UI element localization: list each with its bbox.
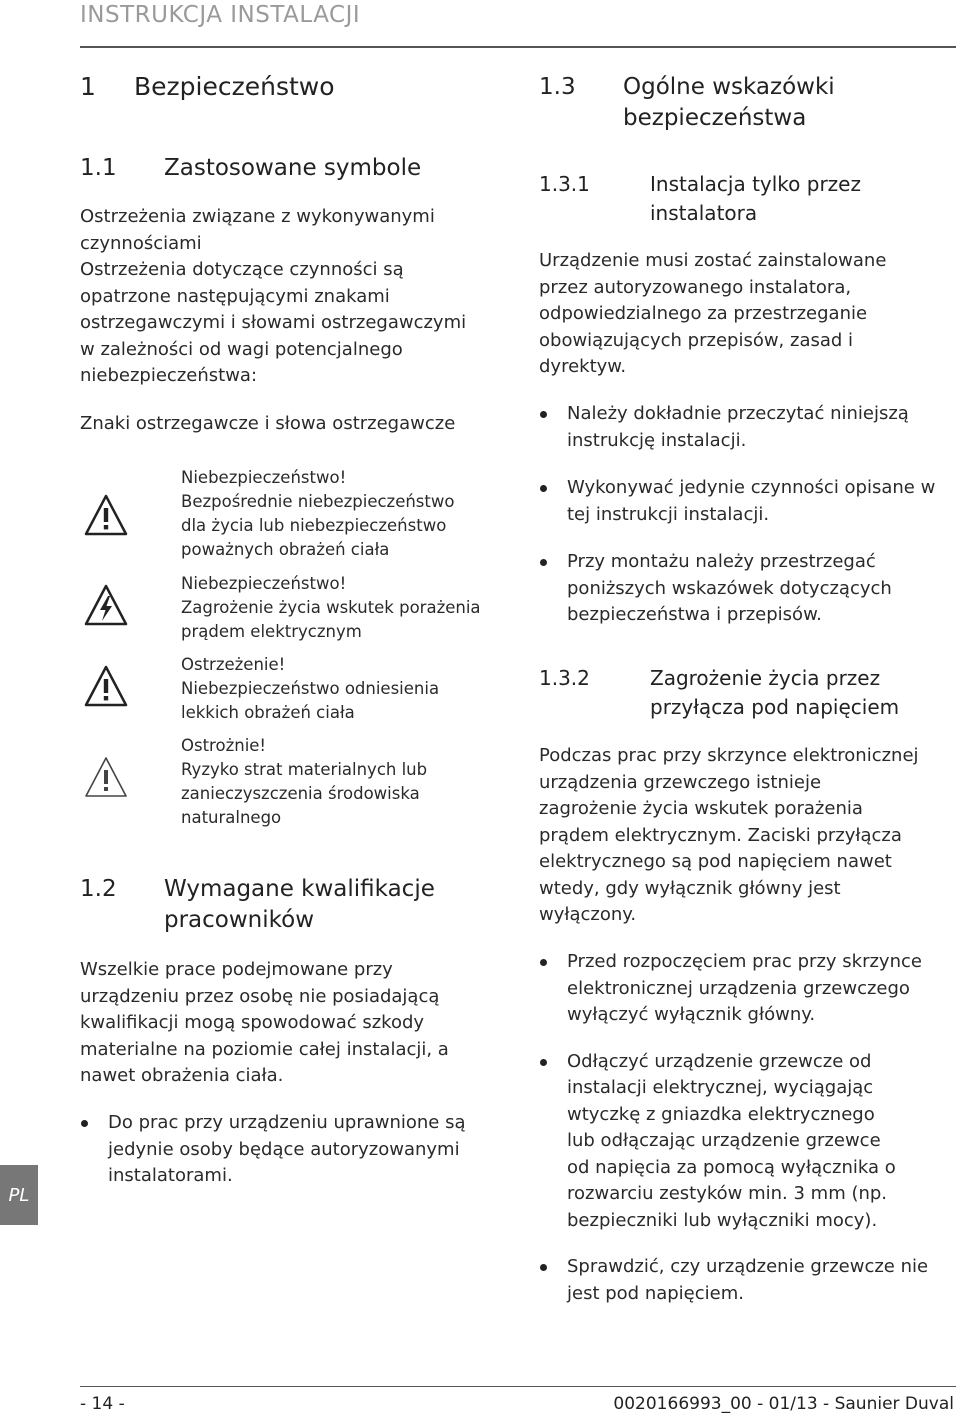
warning-description: Niebezpieczeństwo odniesienia (181, 679, 440, 698)
text-line: Należy dokładnie przeczytać niniejszą (567, 403, 909, 424)
intro-paragraph (80, 204, 500, 390)
voltage-bullet-list (539, 949, 954, 1307)
text-line: Podczas prac przy skrzynce elektronicznej (539, 745, 919, 766)
text-line: dyrektyw. (539, 356, 627, 377)
footer-divider (80, 1386, 956, 1387)
section-title-line: Instalacja tylko przez (650, 172, 861, 196)
section-title-line: Zagrożenie życia przez (650, 666, 881, 690)
bullet-item (539, 1049, 954, 1235)
section-1-2-heading (80, 874, 500, 936)
section-1-3-1-heading (539, 170, 954, 228)
text-line: wtedy, gdy wyłącznik główny jest (539, 877, 841, 899)
bullet-dot-icon (540, 485, 547, 492)
text-line: Do prac przy urządzeniu uprawnione są (108, 1112, 466, 1133)
section-number: 1.3.1 (539, 172, 590, 196)
warning-description: Zagrożenie życia wskutek porażenia (181, 598, 481, 617)
bullet-item (539, 949, 954, 1029)
warning-item-electric (80, 572, 500, 648)
text-line: nawet obrażenia ciała. (80, 1065, 284, 1086)
language-tab: PL (0, 1165, 38, 1225)
text-line: wyłączony. (539, 904, 637, 925)
warning-triangle-icon (84, 665, 128, 707)
section-title-line: bezpieczeństwa (623, 105, 807, 131)
section-1-3-heading (539, 72, 954, 134)
qualification-paragraph (80, 957, 500, 1090)
text-line: elektronicznej urządzenia grzewczego (567, 977, 910, 999)
text-line: rozwarciu zestyków min. 3 mm (np. (567, 1183, 888, 1204)
warning-description: zanieczyszczenia środowiska (181, 784, 420, 803)
text-line: jest pod napięciem. (567, 1282, 744, 1304)
text-line: Wszelkie prace podejmowane przy (80, 959, 393, 980)
text-line: urządzeniu przez osobę nie posiadającą (80, 985, 440, 1007)
bullet-dot-icon (540, 411, 547, 418)
text-line: materialne na poziomie całej instalacji, a (80, 1038, 449, 1060)
section-title-line: instalatora (650, 201, 758, 225)
section-title: Zastosowane symbole (164, 155, 422, 181)
text-line: wyłączyć wyłącznik główny. (567, 1004, 816, 1025)
text-line: instalatorami. (108, 1165, 233, 1186)
text-line: czynnościami (80, 232, 202, 254)
text-line: wtyczkę z gniazdka elektrycznego (567, 1103, 875, 1125)
text-line: Wykonywać jedynie czynności opisane w (567, 477, 936, 498)
text-line: przez autoryzowanego instalatora, (539, 276, 852, 298)
section-title-line: Wymagane kwalifikacje (164, 876, 435, 902)
text-line: elektrycznego są pod napięciem nawet (539, 851, 892, 872)
warning-item-danger (80, 466, 500, 566)
text-line: jedynie osoby będące autoryzowanymi (108, 1138, 460, 1160)
header-divider (80, 46, 956, 48)
section-title-line: Ogólne wskazówki (623, 74, 835, 100)
text-line: niebezpieczeństwa: (80, 365, 258, 386)
text-line: bezpieczniki lub wyłączniki mocy). (567, 1209, 878, 1231)
text-line: bezpieczeństwa i przepisów. (567, 604, 822, 625)
text-line: Przed rozpoczęciem prac przy skrzynce (567, 951, 922, 972)
page-number: - 14 - (80, 1394, 125, 1414)
section-title: Bezpieczeństwo (134, 72, 335, 101)
section-1-heading (80, 72, 335, 102)
bullet-item (80, 1110, 500, 1190)
section-1-1-heading (80, 153, 500, 184)
caution-triangle-icon (84, 756, 128, 798)
warning-item-warning (80, 653, 500, 729)
bullet-dot-icon (81, 1120, 88, 1127)
text-line: Sprawdzić, czy urządzenie grzewcze nie (567, 1256, 929, 1277)
text-line: odpowiedzialnego za przestrzeganie (539, 303, 868, 324)
warning-description: prądem elektrycznym (181, 622, 362, 641)
bullet-dot-icon (540, 1059, 547, 1066)
warning-signal-word: Ostrzeżenie! (181, 655, 286, 674)
text-line: lub odłączając urządzenie grzewce (567, 1130, 881, 1151)
document-reference: 0020166993_00 - 01/13 - Saunier Duval (613, 1394, 954, 1414)
text-line: instrukcję instalacji. (567, 429, 747, 451)
text-line: zagrożenie życia wskutek porażenia (539, 798, 863, 819)
bullet-dot-icon (540, 959, 547, 966)
warning-item-caution (80, 734, 500, 834)
bullet-dot-icon (540, 1264, 547, 1271)
section-1-3-2-heading (539, 664, 954, 722)
section-number: 1.3.2 (539, 666, 590, 690)
section-title-line: przyłącza pod napięciem (650, 695, 900, 719)
text-line: poniższych wskazówek dotyczących (567, 577, 892, 599)
text-line: obowiązujących przepisów, zasad i (539, 329, 854, 351)
signs-heading: Znaki ostrzegawcze i słowa ostrzegawcze (80, 413, 456, 434)
text-line: Urządzenie musi zostać zainstalowane (539, 250, 887, 271)
installer-paragraph (539, 248, 954, 381)
warning-description: Bezpośrednie niebezpieczeństwo (181, 492, 455, 511)
text-line: Ostrzeżenia dotyczące czynności są (80, 259, 404, 280)
bullet-item (539, 549, 954, 629)
bullet-item (539, 401, 954, 454)
text-line: opatrzone następującymi znakami (80, 285, 390, 307)
bullet-dot-icon (540, 559, 547, 566)
document-header-title: INSTRUKCJA INSTALACJI (80, 2, 361, 28)
warning-description: Ryzyko strat materialnych lub (181, 760, 428, 779)
warning-description: naturalnego (181, 808, 282, 827)
warning-signal-word: Niebezpieczeństwo! (181, 574, 347, 593)
text-line: tej instrukcji instalacji. (567, 503, 770, 525)
warning-description: poważnych obrażeń ciała (181, 540, 390, 559)
section-title-line: pracowników (164, 907, 315, 933)
section-number: 1.2 (80, 876, 117, 902)
voltage-paragraph (539, 743, 954, 929)
bullet-item (539, 1254, 954, 1307)
bullet-item (539, 475, 954, 528)
warning-description: lekkich obrażeń ciała (181, 703, 355, 722)
text-line: od napięcia za pomocą wyłącznika o (567, 1156, 896, 1178)
section-number: 1.3 (539, 74, 576, 100)
text-line: instalacji elektrycznej, wyciągając (567, 1077, 874, 1098)
warning-signal-word: Niebezpieczeństwo! (181, 468, 347, 487)
installer-bullet-list (539, 401, 954, 629)
text-line: kwalifikacji mogą spowodować szkody (80, 1012, 425, 1033)
section-number: 1 (80, 72, 96, 101)
text-line: ostrzegawczymi i słowami ostrzegawczymi (80, 312, 467, 333)
warning-description: dla życia lub niebezpieczeństwo (181, 516, 447, 535)
text-line: w zależności od wagi potencjalnego (80, 338, 403, 360)
text-line: Odłączyć urządzenie grzewcze od (567, 1050, 872, 1072)
text-line: Ostrzeżenia związane z wykonywanymi (80, 206, 435, 227)
section-number: 1.1 (80, 155, 117, 181)
electric-hazard-icon (84, 584, 128, 626)
text-line: urządzenia grzewczego istnieje (539, 771, 822, 793)
text-line: prądem elektrycznym. Zaciski przyłącza (539, 824, 902, 846)
qualification-bullet-list (80, 1110, 500, 1190)
warning-signal-word: Ostrożnie! (181, 736, 267, 755)
warning-triangle-icon (84, 494, 128, 536)
text-line: Przy montażu należy przestrzegać (567, 551, 876, 572)
